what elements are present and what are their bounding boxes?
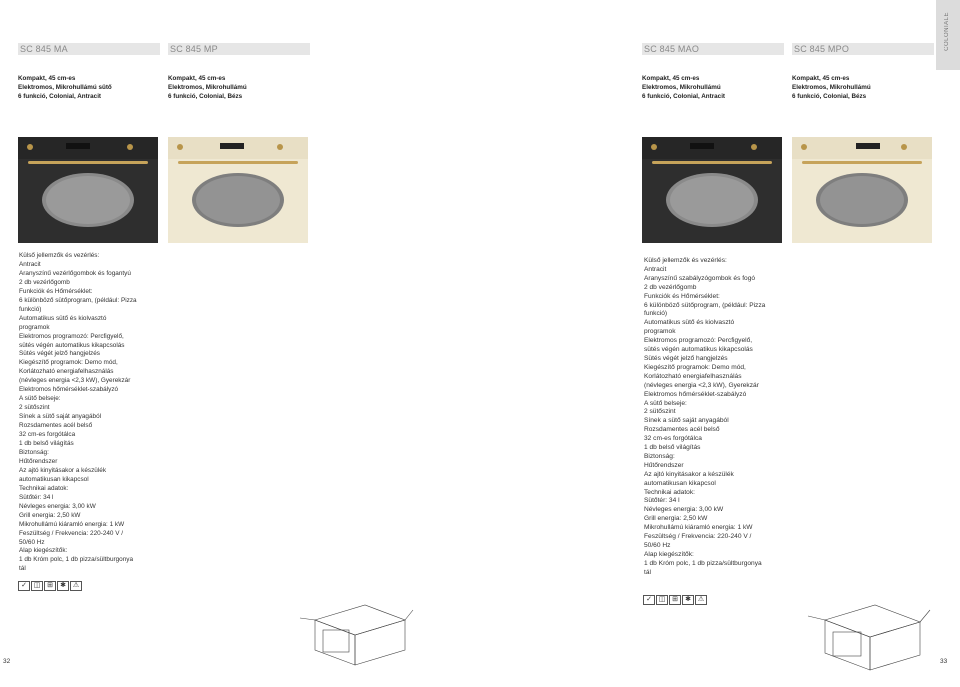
oven-image-antracit (642, 137, 782, 243)
specs-list-right (644, 257, 784, 578)
spec-line: Kiegészítő programok: Demo mód, (644, 363, 746, 371)
spec-line: 2 sütőszint (19, 404, 50, 412)
spec-line: Sütés végét jelző hangjelzés (19, 350, 101, 358)
spec-line: funkció) (19, 305, 42, 313)
oven-image-antracit (18, 137, 158, 243)
spec-line: Névleges energia: 3,00 kW (19, 502, 96, 510)
spec-line: 2 db vezérlőgomb (644, 283, 697, 291)
spec-line: automatikusan kikapcsol (644, 479, 716, 487)
spec-line: tál (19, 565, 26, 573)
spec-line: Automatikus sütő és kiolvasztó (19, 314, 107, 322)
spec-line: Feszültség / Frekvencia: 220-240 V / (644, 533, 752, 541)
spec-line: Mikrohullámú kiáramló energia: 1 kW (644, 524, 753, 532)
spec-line: 2 db vezérlőgomb (19, 278, 70, 286)
description-line: Kompakt, 45 cm-es (792, 75, 850, 82)
spec-line: Aranyszínű szabályzógombok és fogó (644, 274, 756, 282)
installation-drawing-right (800, 580, 935, 675)
spec-line: (névleges energia <2,3 kW), Gyerekzár (19, 377, 131, 385)
symbol-icon: ✱ (682, 595, 694, 605)
spec-line: Rozsdamentes acél belső (19, 422, 93, 430)
symbol-icon: ⚠ (70, 581, 82, 591)
page-number-left: 32 (3, 658, 11, 665)
spec-line: 32 cm-es forgótálca (19, 431, 76, 439)
spec-line: Elektromos hőmérséklet-szabályzó (644, 390, 747, 398)
spec-line: Az ajtó kinyitásakor a készülék (19, 466, 107, 474)
description-line: Kompakt, 45 cm-es (642, 75, 700, 82)
side-tab-label: COLONIALE (944, 12, 950, 51)
specs-list-left (19, 252, 149, 574)
spec-line: Technikai adatok: (644, 488, 695, 496)
spec-line: sütés végén automatikus kikapcsolás (19, 341, 125, 349)
symbol-icon: ◫ (656, 595, 668, 605)
feature-symbols-right (643, 595, 707, 605)
symbol-icon: ✱ (57, 581, 69, 591)
spec-line: Antracit (19, 260, 41, 268)
spec-line: Grill energia: 2,50 kW (644, 515, 708, 523)
spec-line: programok (644, 328, 676, 336)
spec-line: automatikusan kikapcsol (19, 475, 89, 483)
model-code-sc845ma: SC 845 MA (18, 43, 160, 55)
description-line: Elektromos, Mikrohullámú (792, 84, 871, 91)
oven-image-bezs (168, 137, 308, 243)
spec-line: Névleges energia: 3,00 kW (644, 506, 724, 514)
model-description-sc845mao (642, 74, 792, 101)
symbol-icon: ⚠ (695, 595, 707, 605)
spec-line: Grill energia: 2,50 kW (19, 511, 81, 519)
side-tab (936, 0, 960, 70)
spec-line: programok (19, 323, 50, 331)
spec-line: Technikai adatok: (19, 484, 69, 492)
spec-line: Hűtőrendszer (644, 461, 684, 469)
description-line: Elektromos, Mikrohullámú (168, 84, 247, 91)
description-line: 6 funkció, Colonial, Bézs (792, 93, 867, 100)
spec-line: 6 különböző sütőprogram, (például: Pizza (644, 301, 766, 309)
spec-line: Funkciók és Hőmérséklet: (19, 287, 93, 295)
spec-line: A sütő belseje: (644, 399, 687, 407)
spec-line: Sütőtér: 34 l (644, 497, 680, 505)
spec-line: funkció) (644, 310, 668, 318)
spec-line: Alap kiegészítők: (19, 547, 68, 555)
spec-line: Biztonság: (644, 452, 675, 460)
symbol-icon: ◫ (31, 581, 43, 591)
spec-line: Biztonság: (19, 448, 49, 456)
spec-line: 2 sütőszint (644, 408, 676, 416)
spec-line: tál (644, 568, 651, 576)
spec-line: 1 db belső világítás (19, 440, 74, 448)
spec-line: Sütés végét jelző hangjelzés (644, 354, 728, 362)
symbol-icon: ⊞ (44, 581, 56, 591)
symbol-icon: ⊞ (669, 595, 681, 605)
description-line: 6 funkció, Colonial, Antracit (642, 93, 726, 100)
spec-line: Alap kiegészítők: (644, 550, 694, 558)
spec-line: Kiegészítő programok: Demo mód, (19, 359, 118, 367)
model-code-sc845mpo: SC 845 MPO (792, 43, 934, 55)
spec-line: Korlátozható energiafelhasználás (19, 368, 114, 376)
spec-line: Rozsdamentes acél belső (644, 426, 720, 434)
page-number-right: 33 (940, 658, 948, 665)
spec-line: A sütő belseje: (19, 395, 61, 403)
spec-line: Elektromos programozó: Percfigyelő, (644, 337, 753, 345)
spec-line: Elektromos hőmérséklet-szabályzó (19, 386, 119, 394)
spec-line: Sütőtér: 34 l (19, 493, 54, 501)
spec-line: 50/60 Hz (19, 538, 45, 546)
right-page (480, 0, 960, 687)
spec-line: 1 db Króm polc, 1 db pizza/sültburgonya (19, 556, 134, 564)
spec-line: Antracit (644, 265, 667, 273)
oven-image-bezs (792, 137, 932, 243)
spec-line: Hűtőrendszer (19, 457, 58, 465)
symbol-icon: ✓ (643, 595, 655, 605)
description-line: 6 funkció, Colonial, Bézs (168, 93, 243, 100)
spec-line: Korlátozható energiafelhasználás (644, 372, 742, 380)
spec-line: Külső jellemzők és vezérlés: (19, 252, 100, 259)
spec-line: 50/60 Hz (644, 542, 671, 549)
spec-line: 32 cm-es forgótálca (644, 435, 702, 443)
description-line: Kompakt, 45 cm-es (168, 75, 226, 82)
spec-line: Sínek a sütő saját anyagából (644, 417, 729, 425)
spec-line: sütés végén automatikus kikapcsolás (644, 346, 753, 354)
spec-line: Mikrohullámú kiáramló energia: 1 kW (19, 520, 125, 528)
spec-line: Funkciók és Hőmérséklet: (644, 292, 720, 300)
spec-line: Elektromos programozó: Percfigyelő, (19, 332, 124, 340)
description-line: Kompakt, 45 cm-es (18, 75, 76, 82)
spec-line: Külső jellemzők és vezérlés: (644, 257, 727, 264)
installation-drawing-left (295, 580, 415, 670)
spec-line: Automatikus sütő és kiolvasztó (644, 319, 735, 327)
description-line: Elektromos, Mikrohullámú (642, 84, 721, 91)
description-line: 6 funkció, Colonial, Antracit (18, 93, 102, 100)
model-code-sc845mao: SC 845 MAO (642, 43, 784, 55)
model-code-sc845mp: SC 845 MP (168, 43, 310, 55)
description-line: Elektromos, Mikrohullámú sütő (18, 84, 112, 91)
model-description-sc845ma (18, 74, 168, 101)
model-description-sc845mpo (792, 74, 942, 101)
spec-line: 1 db belső világítás (644, 444, 701, 452)
symbol-icon: ✓ (18, 581, 30, 591)
spec-line: Aranyszínű vezérlőgombok és fogantyú (19, 269, 131, 277)
spec-line: Az ajtó kinyitásakor a készülék (644, 470, 734, 478)
spec-line: Sínek a sütő saját anyagából (19, 413, 102, 421)
spec-line: (névleges energia <2,3 kW), Gyerekzár (644, 381, 759, 389)
spec-line: 6 különböző sütőprogram, (például: Pizza (19, 296, 137, 304)
feature-symbols-left (18, 581, 82, 591)
spec-line: 1 db Króm polc, 1 db pizza/sültburgonya (644, 559, 762, 567)
spec-line: Feszültség / Frekvencia: 220-240 V / (19, 529, 124, 537)
model-description-sc845mp (168, 74, 318, 101)
